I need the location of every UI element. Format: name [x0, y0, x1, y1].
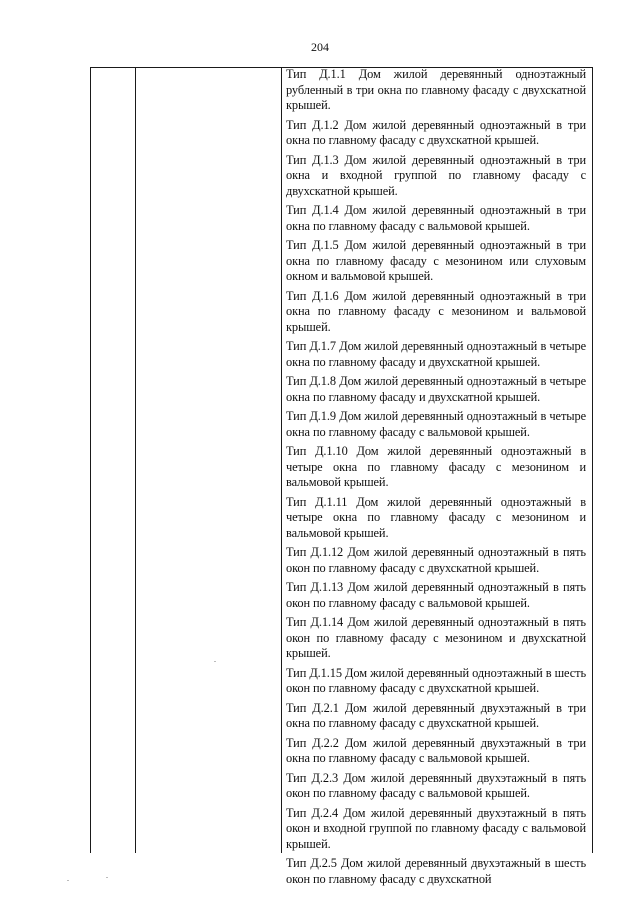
list-item: Тип Д.1.2 Дом жилой деревянный одноэтажный в три окна по главному фасаду с двухскатной крышей. [286, 117, 586, 147]
list-item: Тип Д.2.5 Дом жилой деревянный двухэтажный в шесть окон по главному фасаду с двухскатной [286, 856, 586, 886]
column-divider-1 [135, 68, 136, 853]
list-item: Тип Д.1.3 Дом жилой деревянный одноэтажный в три окна и входной группой по главному фасаду с двухскатной крышей. [286, 152, 586, 198]
list-item: Тип Д.1.12 Дом жилой деревянный одноэтажный в пять окон по главному фасаду с двухскатной крышей. [286, 545, 586, 575]
list-item: Тип Д.1.11 Дом жилой деревянный одноэтажный в четыре окна по главному фасаду с мезонином и вальмовой крышей. [286, 494, 586, 540]
scan-speck [67, 880, 69, 881]
list-item: Тип Д.2.1 Дом жилой деревянный двухэтажный в три окна по главному фасаду с двухскатной крышей. [286, 700, 586, 730]
list-item: Тип Д.1.13 Дом жилой деревянный одноэтажный в пять окон по главному фасаду с вальмовой крышей. [286, 580, 586, 610]
list-item: Тип Д.1.5 Дом жилой деревянный одноэтажный в три окна по главному фасаду с мезонином или слуховым окном и вальмовой крышей. [286, 238, 586, 283]
list-item: Тип Д.1.1 Дом жилой деревянный одноэтажный рубленный в три окна по главному фасаду с двухскатной крышей. [286, 67, 586, 112]
type-list [286, 67, 586, 891]
list-item: Тип Д.1.6 Дом жилой деревянный одноэтажный в три окна по главному фасаду с мезонином и вальмовой крышей. [286, 288, 586, 334]
list-item: Тип Д.2.3 Дом жилой деревянный двухэтажный в пять окон по главному фасаду с вальмовой крышей. [286, 770, 586, 800]
list-item: Тип Д.2.4 Дом жилой деревянный двухэтажный в пять окон и входной группой по главному фасаду с вальмовой крышей. [286, 805, 586, 851]
scan-speck [214, 661, 216, 662]
list-item: Тип Д.1.4 Дом жилой деревянный одноэтажный в три окна по главному фасаду с вальмовой крышей. [286, 203, 586, 233]
column-divider-2 [281, 68, 282, 853]
list-item: Тип Д.1.9 Дом жилой деревянный одноэтажный в четыре окна по главному фасаду с вальмовой крышей. [286, 409, 586, 439]
list-item: Тип Д.2.2 Дом жилой деревянный двухэтажный в три окна по главному фасаду с вальмовой крышей. [286, 735, 586, 765]
list-item: Тип Д.1.10 Дом жилой деревянный одноэтажный в четыре окна по главному фасаду с мезонином и вальмовой крышей. [286, 444, 586, 489]
list-item: Тип Д.1.7 Дом жилой деревянный одноэтажный в четыре окна по главному фасаду и двухскатной крышей. [286, 339, 586, 369]
list-item: Тип Д.1.14 Дом жилой деревянный одноэтажный в пять окон по главному фасаду с мезонином и двухскатной крышей. [286, 615, 586, 660]
list-item: Тип Д.1.8 Дом жилой деревянный одноэтажный в четыре окна по главному фасаду и двухскатной крышей. [286, 374, 586, 404]
list-item: Тип Д.1.15 Дом жилой деревянный одноэтажный в шесть окон по главному фасаду с двухскатной крышей. [286, 665, 586, 695]
page-number: 204 [311, 40, 329, 54]
scan-speck [106, 877, 108, 878]
